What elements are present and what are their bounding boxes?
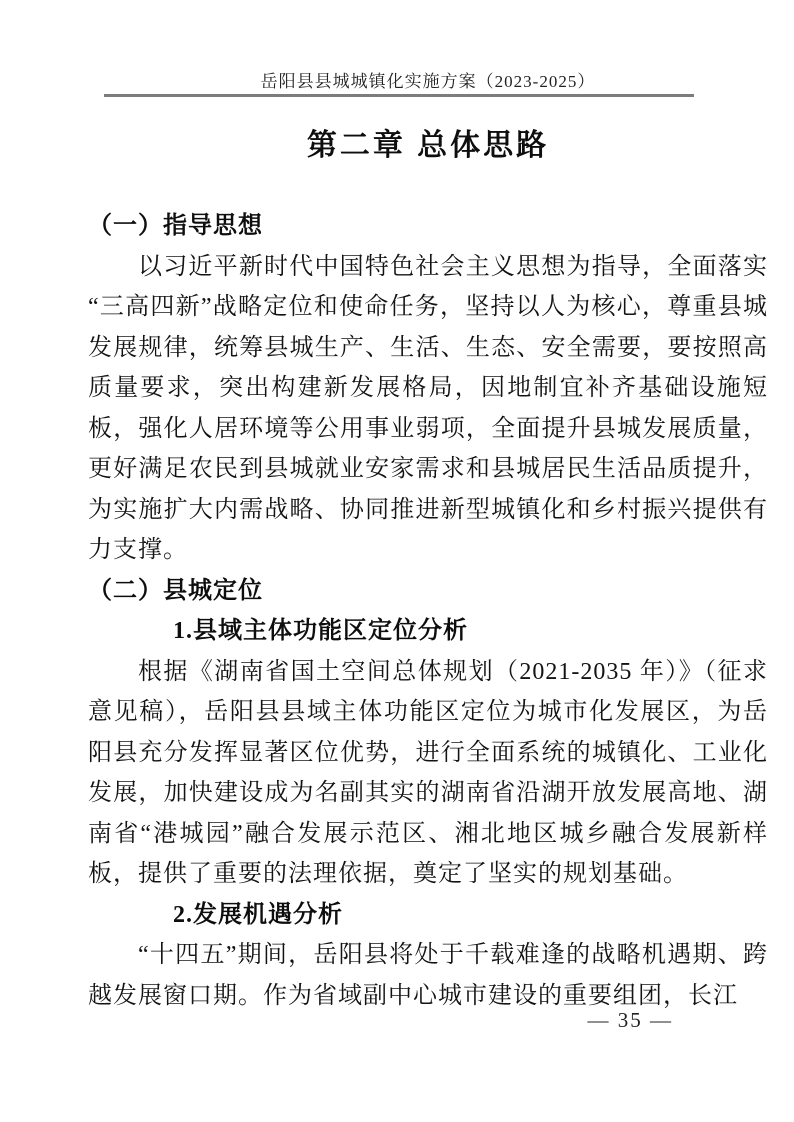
document-body xyxy=(88,206,768,1016)
sub-heading-functional-zone-analysis: 1.县域主体功能区定位分析 xyxy=(173,618,468,644)
page-number: — 35 — xyxy=(587,1008,673,1032)
running-header: 岳阳县县城城镇化实施方案（2023-2025） xyxy=(260,72,596,91)
header-divider-line xyxy=(104,94,694,97)
sub-heading-development-opportunity-analysis: 2.发展机遇分析 xyxy=(173,901,343,928)
chapter-title: 第二章 总体思路 xyxy=(306,129,550,162)
section-heading-guiding-ideology: （一）指导思想 xyxy=(88,212,263,239)
paragraph-guiding-ideology: 以习近平新时代中国特色社会主义思想为指导，全面落实“三高四新”战略定位和使命任务，坚持以人为核心，尊重县城发展规律，统筹县城生产、生活、生态、安全需要，要按照高质量要求，突出构建新发展格局，因地制宜补齐基础设施短板，强化人居环境等公用事业弱项，全面提升县城发展质量，更好满足农民到县城就业安家需求和县城居民生活品质提升，为实施扩大内需战略、协同推进新型城镇化和乡村振兴提供有力支撑。 xyxy=(88,253,768,563)
paragraph-functional-zone-analysis: 根据《湖南省国土空间总体规划（2021-2035 年）》（征求意见稿），岳阳县县域主体功能区定位为城市化发展区，为岳阳县充分发挥显著区位优势，进行全面系统的城镇化、工业化发展，加快建设成为名副其实的湖南省沿湖开放发展高地、湖南省“港城园”融合发展示范区、湘北地区城乡融合发展新样板，提供了重要的法理依据，奠定了坚实的规划基础。 xyxy=(88,658,768,887)
section-heading-county-positioning: （二）县城定位 xyxy=(88,576,263,604)
paragraph-development-opportunity-analysis: “十四五”期间，岳阳县将处于千载难逢的战略机遇期、跨越发展窗口期。作为省域副中心城市建设的重要组团，长江 xyxy=(88,942,768,1009)
